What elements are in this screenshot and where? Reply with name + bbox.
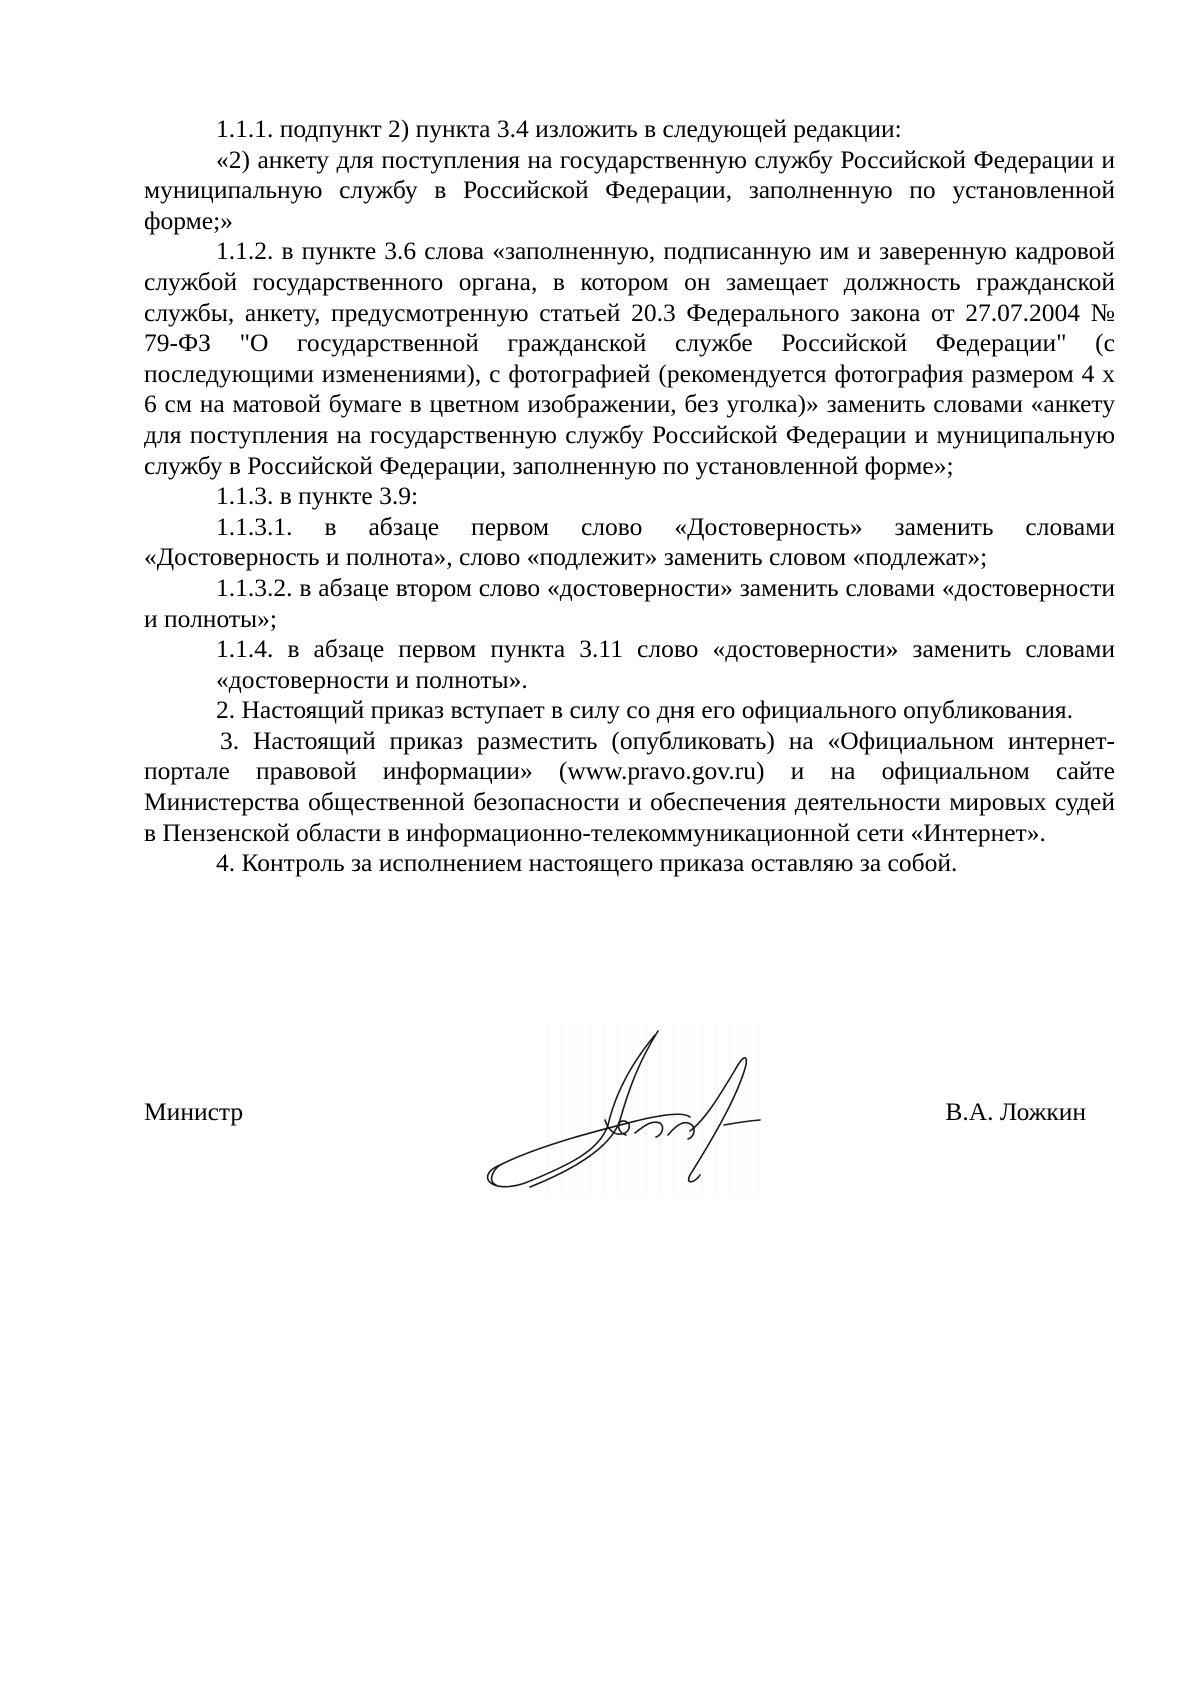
paragraph-1-1-3-2: 1.1.3.2. в абзаце втором слово «достоверности» заменить словами «достоверности и полноты»; [144, 572, 1115, 633]
paragraph-1-1-1: 1.1.1. подпункт 2) пункта 3.4 изложить в следующей редакции: [216, 114, 902, 143]
document-body [144, 114, 1115, 879]
signature-block [144, 1097, 1086, 1137]
paragraph-1-1-3: 1.1.3. в пункте 3.9: [216, 481, 419, 511]
paragraph-2: 2. Настоящий приказ вступает в силу со дня его официального опубликования. [216, 695, 1073, 725]
paragraph-1-1-3-1: 1.1.3.1. в абзаце первом слово «Достоверность» заменить словами «Достоверность и полнота», слово «подлежит» заменить словом «подлежат»; [144, 511, 1115, 572]
signatory-name: В.А. Ложкин [945, 1097, 1086, 1126]
paragraph-quote-2: «2) анкету для поступления на государственную службу Российской Федерации и муниципальную службу в Российской Федерации, заполненную по установленной форме;» [144, 144, 1115, 235]
signatory-title: Министр [144, 1097, 244, 1126]
paragraph-4: 4. Контроль за исполнением настоящего приказа оставляю за собой. [216, 848, 958, 878]
paragraph-1-1-4: 1.1.4. в абзаце первом пункта 3.11 слово «достоверности» заменить словами «достоверности и полноты». [216, 634, 1115, 694]
paragraph-1-1-2: 1.1.2. в пункте 3.6 слова «заполненную, подписанную им и заверенную кадровой службой государственного органа, в котором он замещает должность гражданской службы, анкету, предусмотренную статьей 20.3 Федерального закона от 27.07.2004 № 79-ФЗ "О государственной гражданской службе Российской Федерации" (с последующими изменениями), с фотографией (рекомендуется фотография размером 4 x 6 см на матовой бумаге в цветном изображении, без уголка)» заменить словами «анкету для поступления на государственную службу Российской Федерации и муниципальную службу в Российской Федерации, заполненную по установленной форме»; [144, 236, 1115, 480]
paragraph-3: 3. Настоящий приказ разместить (опубликовать) на «Официальном интернет-портале правовой информации» (www.pravo.gov.ru) и на официальном сайте Министерства общественной безопасности и обеспечения деятельности мировых судей в Пензенской области в информационно-телекоммуникационной сети «Интернет». [144, 725, 1115, 847]
